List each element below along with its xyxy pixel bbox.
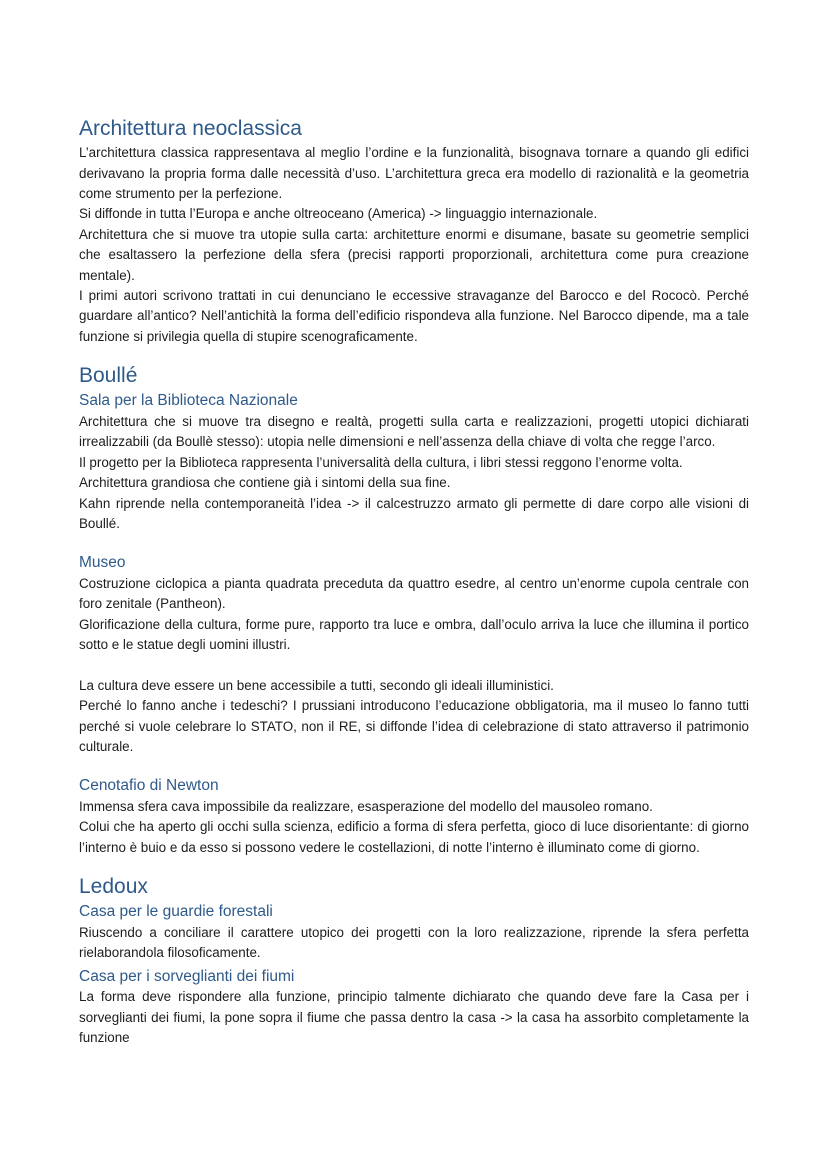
paragraph: Colui che ha aperto gli occhi sulla scienza, edificio a forma di sfera perfetta, gioco di luce disorientante: di giorno l’interno è buio e da esso si possono vedere le costellazioni, di notte l’interno è illuminato come di giorno.	[79, 819, 749, 855]
paragraph: I primi autori scrivono trattati in cui denunciano le eccessive stravaganze del Barocco e del Rococò. Perché guardare all’antico? Nell’antichità la forma dell’edificio rispondeva alla funzione. Nel Barocco dipende, ma a tale funzione si privilegia quella di stupire scenograficamente.	[79, 288, 749, 344]
subheading-casa-guardie-forestali: Casa per le guardie forestali	[79, 903, 273, 921]
paragraph: Immensa sfera cava impossibile da realizzare, esasperazione del modello del mausoleo romano.	[79, 798, 653, 814]
paragraph: Architettura che si muove tra utopie sulla carta: architetture enormi e disumane, basate su geometrie semplici che esaltassero la perfezione della sfera (precisi rapporti proporzionali, architettura come pura creazione mentale).	[79, 226, 749, 283]
subheading-museo: Museo	[79, 554, 126, 572]
heading-architettura-neoclassica: Architettura neoclassica	[79, 117, 302, 140]
document-content	[79, 116, 749, 1049]
paragraph: La cultura deve essere un bene accessibile a tutti, secondo gli ideali illuministici.	[79, 677, 554, 693]
paragraph: Si diffonde in tutta l’Europa e anche oltreoceano (America) -> linguaggio internazionale.	[79, 206, 598, 222]
paragraph: Riuscendo a conciliare il carattere utopico dei progetti con la loro realizzazione, riprende la sfera perfetta rielaborandola filosoficamente.	[79, 924, 749, 961]
paragraph: L’architettura classica rappresentava al meglio l’ordine e la funzionalità, bisognava tornare a quando gli edifici derivavano la propria forma dalle necessità d’uso. L’architettura greca era modello di razionalità e la geometria come strumento per la perfezione.	[79, 145, 749, 201]
paragraph: Glorificazione della cultura, forme pure, rapporto tra luce e ombra, dall’oculo arriva la luce che illumina il portico sotto e le statue degli uomini illustri.	[79, 616, 749, 653]
heading-boulle: Boullé	[79, 364, 138, 388]
paragraph: Il progetto per la Biblioteca rappresenta l’universalità della cultura, i libri stessi reggono l’enorme volta.	[79, 454, 683, 470]
subheading-sala-biblioteca: Sala per la Biblioteca Nazionale	[79, 392, 298, 410]
subheading-casa-sorveglianti-fiumi: Casa per i sorveglianti dei fiumi	[79, 967, 295, 985]
paragraph: Architettura grandiosa che contiene già i sintomi della sua fine.	[79, 475, 451, 491]
paragraph: Architettura che si muove tra disegno e realtà, progetti sulla carta e realizzazioni, progetti utopici dichiarati irrealizzabili (da Boullè stesso): utopia nelle dimensioni e nell’assenza della chiave di volta che regge l’arco.	[79, 414, 749, 450]
paragraph: Costruzione ciclopica a pianta quadrata preceduta da quattro esedre, al centro un’enorme cupola centrale con foro zenitale (Pantheon).	[79, 576, 749, 612]
subheading-cenotafio-newton: Cenotafio di Newton	[79, 777, 219, 795]
paragraph: La forma deve rispondere alla funzione, principio talmente dichiarato che quando deve fare la Casa per i sorveglianti dei fiumi, la pone sopra il fiume che passa dentro la casa -> la casa ha assorbito completamente la funzione	[79, 989, 749, 1046]
paragraph: Kahn riprende nella contemporaneità l’idea -> il calcestruzzo armato gli permette di dare corpo alle visioni di Boullé.	[79, 495, 749, 532]
paragraph: Perché lo fanno anche i tedeschi? I prussiani introducono l’educazione obbligatoria, ma il museo lo fanno tutti perché si vuole celebrare lo STATO, non il RE, si diffonde l’idea di celebrazione di stato attraverso il patrimonio culturale.	[79, 698, 749, 754]
heading-ledoux: Ledoux	[79, 875, 148, 899]
